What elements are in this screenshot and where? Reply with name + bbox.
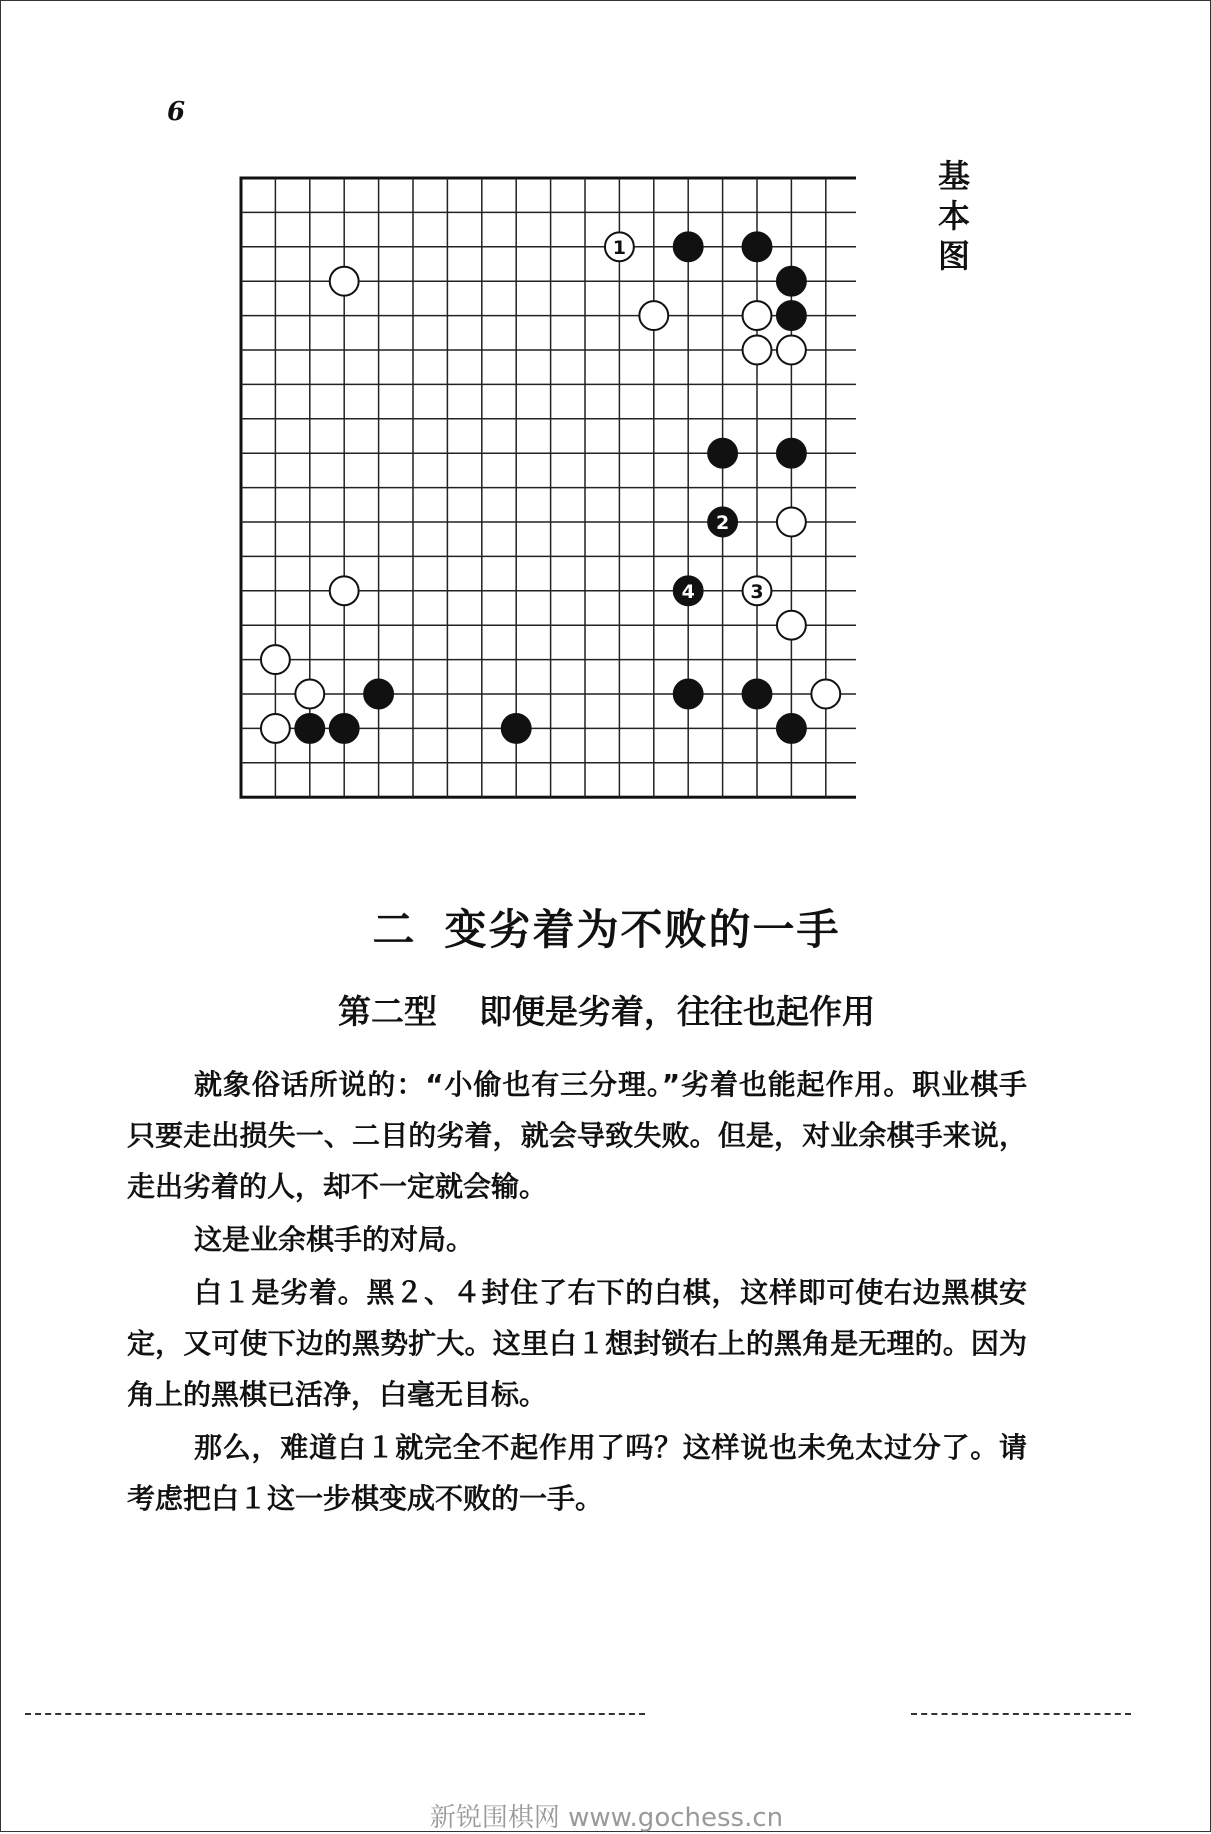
footer-rule-right: [911, 1713, 1131, 1715]
white-stone: [295, 680, 324, 709]
go-board-diagram: [236, 173, 856, 808]
black-stone: [777, 267, 806, 296]
black-stone: [743, 680, 772, 709]
page-number: 6: [167, 97, 186, 127]
white-stone: [261, 645, 290, 674]
black-stone: [674, 232, 703, 261]
type-name: 第二型: [338, 992, 437, 1031]
black-stone: [502, 714, 531, 743]
black-stone: [777, 714, 806, 743]
black-stone: [330, 714, 359, 743]
stone-move-number: 2: [715, 512, 730, 534]
white-stone: [743, 336, 772, 365]
white-stone: [330, 267, 359, 296]
white-stone: [261, 714, 290, 743]
white-stone: [743, 301, 772, 330]
white-stone: [330, 576, 359, 605]
footer-rule-left: [25, 1713, 645, 1715]
paragraph: 白１是劣着。黑２、４封住了右下的白棋，这样即可使右边黑棋安定，又可使下边的黑势扩大。这里白１想封锁右上的黑角是无理的。因为角上的黑棋已活净，白毫无目标。: [127, 1276, 1027, 1411]
black-stone: [777, 439, 806, 468]
problem-type-heading: [1, 986, 1211, 1033]
white-stone: [639, 301, 668, 330]
black-stone: [777, 301, 806, 330]
black-stone: [295, 714, 324, 743]
watermark: 新锐围棋网 www.gochess.cn: [429, 1803, 784, 1833]
black-stone: [364, 680, 393, 709]
section-heading: [1, 897, 1211, 957]
section-number: 二: [372, 905, 417, 954]
paragraph: 这是业余棋手的对局。: [194, 1223, 475, 1256]
stone-move-number: 3: [750, 580, 764, 603]
stone-move-number: 4: [681, 580, 695, 603]
type-subtitle: 即便是劣着，往往也起作用: [479, 992, 875, 1031]
stone-move-number: 1: [612, 236, 627, 259]
white-stone: [811, 680, 840, 709]
black-stone: [743, 232, 772, 261]
white-stone: [777, 336, 806, 365]
white-stone: [777, 611, 806, 640]
black-stone: [674, 680, 703, 709]
white-stone: [777, 508, 806, 537]
diagram-caption: 基本图: [933, 159, 971, 279]
section-title: 变劣着为不败的一手: [444, 905, 841, 954]
paragraph: 那么，难道白１就完全不起作用了吗？这样说也未免太过分了。请考虑把白１这一步棋变成不败的一手。: [127, 1431, 1027, 1515]
black-stone: [708, 439, 737, 468]
body-text: [127, 1059, 1027, 1524]
paragraph: 就象俗话所说的：“小偷也有三分理。”劣着也能起作用。职业棋手只要走出损失一、二目的劣着，就会导致失败。但是，对业余棋手来说，走出劣着的人，却不一定就会输。: [127, 1068, 1027, 1203]
